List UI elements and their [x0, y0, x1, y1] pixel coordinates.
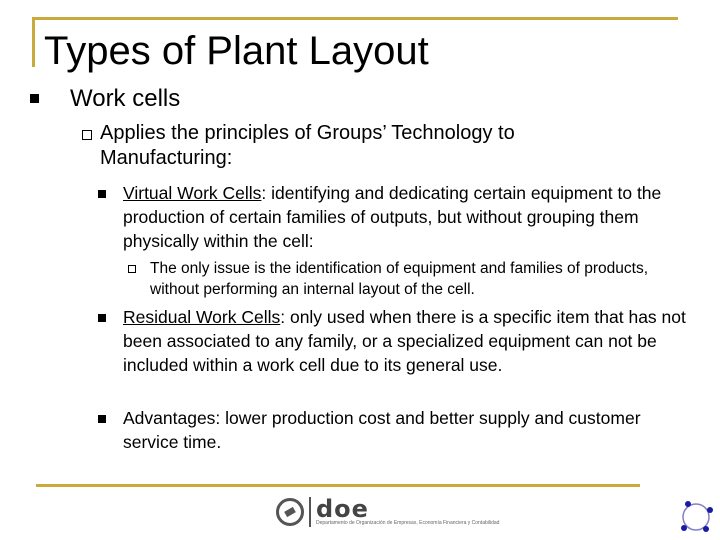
logo-wordmark: doe: [316, 494, 369, 523]
slide-title: Types of Plant Layout: [44, 29, 429, 73]
virtual-work-cells-note: The only issue is the identification of equipment and families of products, without performing an internal layout of the cell.: [150, 260, 648, 298]
doe-emblem-icon: [276, 498, 304, 526]
bullet-work-cells: Work cells: [70, 85, 181, 112]
square-bullet-icon: [98, 415, 106, 423]
bullet-virtual-work-cells: [98, 181, 698, 253]
residual-work-cells-term: Residual Work Cells: [123, 307, 281, 327]
logo-subtitle: Departamento de Organización de Empresas, Economía Financiera y Contabilidad: [316, 519, 500, 526]
advantages-text: Advantages: lower production cost and better supply and customer service time.: [123, 408, 641, 452]
virtual-work-cells-term: Virtual Work Cells: [123, 183, 262, 203]
residual-work-cells-text: : only used when there is a specific item that has not been associated to any family, or a specialized equipment can not be included within a work cell due to its general use.: [123, 307, 686, 375]
square-bullet-icon: [98, 190, 106, 198]
square-bullet-icon: [98, 314, 106, 322]
footer-rule: [36, 484, 640, 487]
bullet-level1: [30, 84, 180, 113]
logo-divider: [309, 497, 311, 527]
bullet-group-technology: Applies the principles of Groups’ Technology to Manufacturing:: [100, 122, 515, 169]
bullet-level4: [128, 258, 688, 300]
doe-logo: [276, 494, 516, 530]
bullet-residual-work-cells: [98, 305, 708, 377]
bullet-level2: [82, 121, 642, 171]
title-left-rule: [32, 17, 35, 67]
bullet-advantages: [98, 406, 698, 454]
hollow-square-bullet-icon: [128, 265, 136, 273]
virtual-work-cells-text: : identifying and dedicating certain equipment to the production of certain families of outputs, but without grouping them physically within the cell:: [123, 183, 662, 251]
hollow-square-bullet-icon: [82, 130, 92, 140]
square-bullet-icon: [30, 94, 39, 103]
corner-ornament-icon: [676, 496, 716, 536]
title-top-rule: [32, 17, 678, 20]
